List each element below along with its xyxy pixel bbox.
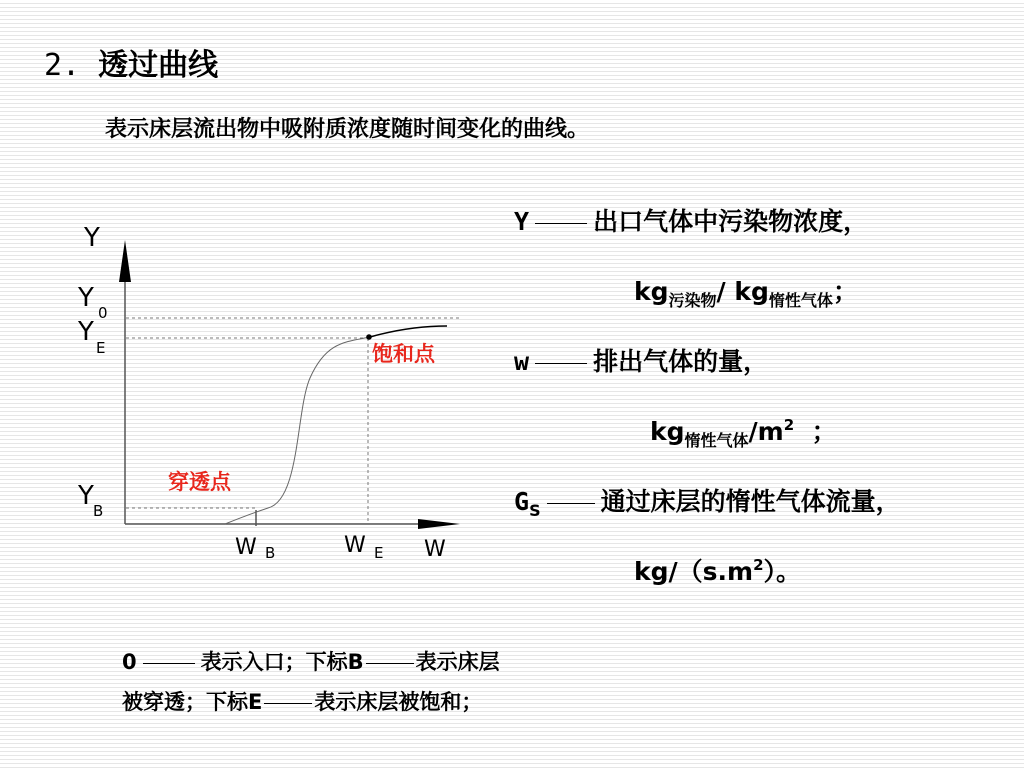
legend-gs-dash	[547, 503, 595, 504]
legend-w-unit-kg: kg	[650, 417, 685, 446]
legend-w-unit-sup: 2	[783, 416, 795, 434]
legend-y-unit-slash: /	[716, 277, 735, 306]
y-axis-arrow	[119, 240, 131, 282]
breakthrough-point-label: 穿透点	[168, 470, 231, 494]
note-dash-2	[366, 663, 414, 664]
saturation-dot	[366, 334, 372, 340]
note-dash-1	[143, 663, 195, 664]
legend-w-desc: 排出气体的量，	[593, 347, 769, 376]
note-line-1	[122, 646, 500, 676]
title-number: 2.	[44, 48, 81, 83]
legend-gs-unit-sup: 2	[753, 556, 764, 574]
note-inlet-symbol: 0	[122, 650, 137, 674]
legend-gs-unit	[634, 552, 801, 588]
y0-label: Y	[78, 283, 94, 313]
legend-w-dash	[535, 363, 587, 364]
legend-y-unit	[634, 272, 858, 311]
wb-label: W	[235, 535, 257, 560]
legend-w-unit	[650, 412, 837, 451]
title-text: 透过曲线	[98, 48, 219, 83]
note-b-text: 表示床层	[415, 650, 500, 674]
legend-gs-desc: 通过床层的惰性气体流量，	[600, 487, 901, 516]
legend-y-unit-sub2: 惰性气体	[768, 291, 833, 310]
note-breakthrough-text: 被穿透；下标E	[122, 690, 263, 714]
legend-gs-unit-b: ）。	[763, 557, 802, 586]
legend-y-symbol: Y	[514, 207, 530, 236]
legend-w-row	[514, 342, 768, 378]
note-dash-3	[264, 703, 312, 704]
y-axis-label: Y	[84, 223, 100, 253]
legend-w-unit-end: ；	[794, 417, 837, 446]
ye-label: Y	[78, 317, 94, 347]
saturation-segment	[370, 326, 447, 337]
legend-y-unit-sub1: 污染物	[668, 291, 717, 310]
legend-y-unit-kg1: kg	[634, 277, 669, 306]
legend-w-symbol: w	[514, 347, 530, 376]
legend-gs-unit-a: kg/（s.m	[634, 557, 754, 586]
breakthrough-curve	[225, 337, 370, 524]
x-axis-label: W	[424, 537, 446, 562]
y0-subscript: 0	[98, 304, 108, 322]
legend-gs-subscript: S	[529, 501, 541, 520]
note-line-2	[122, 686, 482, 716]
we-label: W	[344, 533, 366, 558]
legend-y-unit-end: ；	[832, 277, 858, 306]
yb-subscript: B	[93, 502, 104, 520]
legend-y-unit-kg2: kg	[734, 277, 769, 306]
subtitle: 表示床层流出物中吸附质浓度随时间变化的曲线。	[105, 117, 590, 142]
wb-subscript: B	[265, 544, 276, 562]
note-inlet-text: 表示入口；下标B	[200, 650, 364, 674]
ye-subscript: E	[96, 339, 106, 357]
breakthrough-diagram	[0, 0, 520, 600]
legend-y-dash	[535, 223, 587, 224]
legend-y-desc: 出口气体中污染物浓度，	[593, 207, 869, 236]
legend-w-unit-m: /m	[748, 417, 784, 446]
x-axis-arrow	[418, 519, 460, 529]
legend-y-row	[514, 202, 868, 238]
we-subscript: E	[374, 544, 384, 562]
yb-label: Y	[78, 481, 94, 511]
legend-w-unit-sub: 惰性气体	[684, 431, 749, 450]
note-saturation-text: 表示床层被饱和；	[314, 690, 483, 714]
legend-gs-row	[514, 482, 901, 520]
saturation-point-label: 饱和点	[372, 342, 435, 366]
legend-gs-symbol: G	[514, 487, 530, 516]
